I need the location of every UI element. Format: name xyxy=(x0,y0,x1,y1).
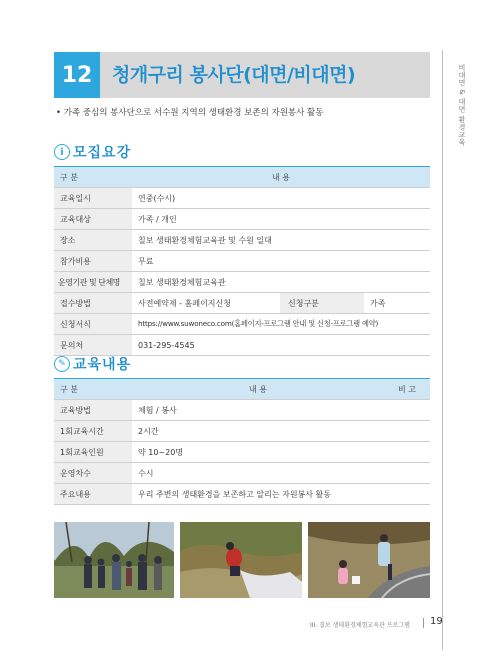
header-note: 비 고 xyxy=(384,379,430,400)
field-cleanup-photo xyxy=(180,522,302,598)
table-row xyxy=(54,463,430,484)
row-note xyxy=(384,484,430,505)
row-label: 참가비용 xyxy=(54,251,132,272)
recruit-title: 모집요강 xyxy=(73,145,132,161)
row-label: 교육일시 xyxy=(54,188,132,209)
content-section-heading xyxy=(54,354,131,374)
row-label: 신청서식 xyxy=(54,314,132,335)
table-row xyxy=(54,272,430,293)
row-label: 운영차수 xyxy=(54,463,132,484)
table-row xyxy=(54,400,430,421)
row-value: 체험 / 봉사 xyxy=(132,400,384,421)
row-label: 교육방법 xyxy=(54,400,132,421)
row-note xyxy=(384,463,430,484)
pencil-icon: ✎ xyxy=(54,356,70,372)
table-row xyxy=(54,335,430,356)
row-label: 장소 xyxy=(54,230,132,251)
footer-separator xyxy=(423,618,424,628)
row-label: 주요내용 xyxy=(54,484,132,505)
row-label: 문의처 xyxy=(54,335,132,356)
group-volunteer-photo xyxy=(54,522,174,598)
row-value-link[interactable]: https://www.suwoneco.com(홈페이지-프로그램 안내 및 신청-프로그램 예약) xyxy=(132,314,430,335)
program-number: 12 xyxy=(54,52,100,98)
row-value: 031-295-4545 xyxy=(132,335,430,356)
row-label-secondary: 신청구분 xyxy=(280,293,364,314)
row-label: 접수방법 xyxy=(54,293,132,314)
row-value: 칠보 생태환경체험교육관 및 수원 일대 xyxy=(132,230,430,251)
table-row xyxy=(54,484,430,505)
info-icon: i xyxy=(54,144,70,160)
side-divider xyxy=(442,50,443,650)
header-category: 구 분 xyxy=(54,379,132,400)
page-title: 청개구리 봉사단(대면/비대면) xyxy=(112,64,356,86)
intro-text: • 가족 중심의 봉사단으로 서수원 지역의 생태환경 보존의 자원봉사 활동 xyxy=(56,108,324,118)
row-label: 1회교육인원 xyxy=(54,442,132,463)
table-row xyxy=(54,209,430,230)
table-row xyxy=(54,442,430,463)
recruit-table xyxy=(54,166,430,356)
header-content: 내 용 xyxy=(132,379,384,400)
page-number: 19 xyxy=(430,616,443,627)
table-row xyxy=(54,314,430,335)
row-label: 운영기관 및 단체명 xyxy=(54,272,132,293)
row-value: 2시간 xyxy=(132,421,384,442)
table-row xyxy=(54,230,430,251)
table-row xyxy=(54,421,430,442)
footer-chapter: III. 칠보 생태환경체험교육관 프로그램 xyxy=(310,622,410,629)
row-note xyxy=(384,421,430,442)
row-note xyxy=(384,442,430,463)
row-value: 칠보 생태환경체험교육관 xyxy=(132,272,430,293)
header-content: 내 용 xyxy=(132,167,430,188)
row-value: 무료 xyxy=(132,251,430,272)
row-label: 교육대상 xyxy=(54,209,132,230)
table-row xyxy=(54,251,430,272)
table-row xyxy=(54,293,430,314)
trail-volunteer-photo xyxy=(308,522,430,598)
content-title: 교육내용 xyxy=(73,357,132,373)
row-value: 사전예약제 - 홈페이지신청 xyxy=(132,293,280,314)
row-value: 우리 주변의 생태환경을 보존하고 알리는 자원봉사 활동 xyxy=(132,484,384,505)
recruit-section-heading xyxy=(54,142,131,162)
table-header-row xyxy=(54,379,430,400)
table-row xyxy=(54,188,430,209)
row-label: 1회교육시간 xyxy=(54,421,132,442)
header-category: 구 분 xyxy=(54,167,132,188)
row-note xyxy=(384,400,430,421)
row-value: 가족 / 개인 xyxy=(132,209,430,230)
table-header-row xyxy=(54,167,430,188)
row-value: 약 10~20명 xyxy=(132,442,384,463)
row-value: 수시 xyxy=(132,463,384,484)
side-label: 비대면 & 대면 환경교육 xyxy=(458,64,466,146)
row-value-secondary: 가족 xyxy=(364,293,430,314)
content-table xyxy=(54,378,430,505)
row-value: 연중(수시) xyxy=(132,188,430,209)
